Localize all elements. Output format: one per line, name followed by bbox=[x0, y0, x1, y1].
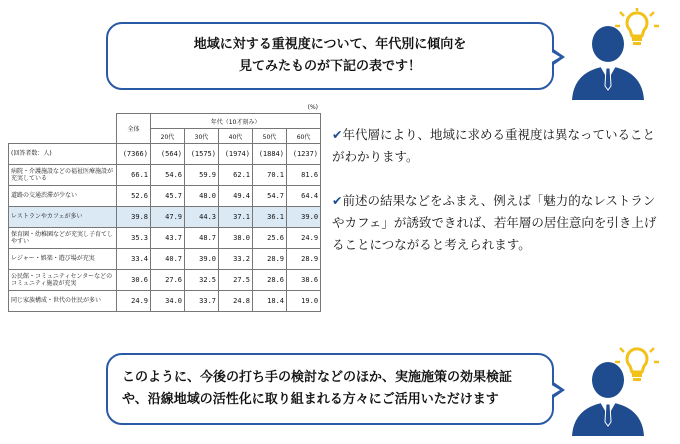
bubble-top-line2: 見てみたものが下記の表です！ bbox=[238, 59, 421, 74]
cell: 48.0 bbox=[185, 186, 219, 207]
cell: 70.1 bbox=[253, 165, 287, 186]
cell: 54.7 bbox=[253, 186, 287, 207]
businessman-icon bbox=[568, 8, 664, 100]
cell: 28.9 bbox=[287, 249, 321, 270]
cell: 34.0 bbox=[151, 291, 185, 312]
row-label: 保育園・幼稚園などが充実し子育てしやすい bbox=[9, 228, 117, 249]
bubble-tail bbox=[552, 381, 565, 399]
cell: 49.4 bbox=[219, 186, 253, 207]
row-label: レストランやカフェが多い bbox=[9, 207, 117, 228]
cell: 39.0 bbox=[287, 207, 321, 228]
bubble-bottom-line1: このように、今後の打ち手の検討などのほか、実施施策の効果検証 bbox=[122, 370, 513, 385]
cell: 33.4 bbox=[117, 249, 151, 270]
cell: 33.7 bbox=[185, 291, 219, 312]
table-row bbox=[9, 186, 321, 207]
respondents-row bbox=[9, 144, 321, 165]
cell: (1884) bbox=[253, 144, 287, 165]
col-age: 60代 bbox=[287, 129, 321, 144]
paragraph-1-text: 年代層により、地域に求める重視度は異なっていることがわかります。 bbox=[332, 127, 655, 164]
cell: 64.4 bbox=[287, 186, 321, 207]
table-header-row bbox=[9, 114, 321, 129]
cell: 24.9 bbox=[117, 291, 151, 312]
col-age: 30代 bbox=[185, 129, 219, 144]
row-label: レジャー・娯楽・遊び場が充実 bbox=[9, 249, 117, 270]
cell: 33.2 bbox=[219, 249, 253, 270]
cell: 39.8 bbox=[117, 207, 151, 228]
speech-bubble-bottom bbox=[106, 353, 554, 425]
cell: 36.1 bbox=[253, 207, 287, 228]
businessman-with-idea-icon bbox=[568, 8, 664, 100]
col-total: 全体 bbox=[117, 114, 151, 144]
row-label: 公民館・コミュニティセンターなどのコミュニティ施設が充実 bbox=[9, 270, 117, 291]
table-row bbox=[9, 270, 321, 291]
bubble-tail bbox=[552, 48, 565, 66]
table-row bbox=[9, 165, 321, 186]
cell: 44.3 bbox=[185, 207, 219, 228]
cell: 30.6 bbox=[117, 270, 151, 291]
paragraph-2-text: 前述の結果などをふまえ、例えば「魅力的なレストランやカフェ」が誘致できれば、若年層の居住意向を引き上げることにつながると考えられます。 bbox=[332, 193, 657, 252]
cell: 39.0 bbox=[185, 249, 219, 270]
cell: (564) bbox=[151, 144, 185, 165]
cell: 48.7 bbox=[185, 228, 219, 249]
businessman-icon bbox=[568, 344, 664, 436]
bubble-bottom-line2: や、沿線地域の活性化に取り組まれる方々にご活用いただけます bbox=[122, 392, 499, 407]
col-age: 40代 bbox=[219, 129, 253, 144]
table-row-highlighted bbox=[9, 207, 321, 228]
cell: 32.5 bbox=[185, 270, 219, 291]
cell: (1575) bbox=[185, 144, 219, 165]
table-row bbox=[9, 291, 321, 312]
cell: 81.6 bbox=[287, 165, 321, 186]
cell: 37.1 bbox=[219, 207, 253, 228]
row-label: 病院・介護施設などの福祉医療施設が充実している bbox=[9, 165, 117, 186]
businessman-with-idea-icon bbox=[568, 344, 664, 436]
checkmark-icon: ✔ bbox=[332, 127, 343, 142]
cell: 27.5 bbox=[219, 270, 253, 291]
cell: 40.7 bbox=[151, 249, 185, 270]
cell: 62.1 bbox=[219, 165, 253, 186]
speech-bubble-top bbox=[106, 22, 554, 90]
cell: 38.6 bbox=[287, 270, 321, 291]
checkmark-icon: ✔ bbox=[332, 193, 343, 208]
bubble-top-line1: 地域に対する重視度について、年代別に傾向を bbox=[193, 37, 467, 52]
cell: 38.0 bbox=[219, 228, 253, 249]
cell: 24.9 bbox=[287, 228, 321, 249]
cell: 28.9 bbox=[253, 249, 287, 270]
cell: 45.7 bbox=[151, 186, 185, 207]
cell: 18.4 bbox=[253, 291, 287, 312]
cell: 35.3 bbox=[117, 228, 151, 249]
table-row bbox=[9, 228, 321, 249]
cell: 66.1 bbox=[117, 165, 151, 186]
cell: 43.7 bbox=[151, 228, 185, 249]
survey-table bbox=[8, 113, 321, 312]
cell: 59.9 bbox=[185, 165, 219, 186]
table-row bbox=[9, 249, 321, 270]
col-age: 50代 bbox=[253, 129, 287, 144]
cell: 47.9 bbox=[151, 207, 185, 228]
cell: 52.6 bbox=[117, 186, 151, 207]
row-label: (回答者数：人) bbox=[9, 144, 117, 165]
unit-label: (%) bbox=[307, 104, 318, 111]
row-label: 同じ家族構成・世代の住民が多い bbox=[9, 291, 117, 312]
cell: 27.6 bbox=[151, 270, 185, 291]
cell: 54.6 bbox=[151, 165, 185, 186]
cell: 19.0 bbox=[287, 291, 321, 312]
cell: (1237) bbox=[287, 144, 321, 165]
cell: (7366) bbox=[117, 144, 151, 165]
paragraph-2 bbox=[332, 190, 664, 256]
col-age: 20代 bbox=[151, 129, 185, 144]
paragraph-1 bbox=[332, 124, 664, 168]
explanation-text bbox=[332, 124, 664, 278]
cell: 25.6 bbox=[253, 228, 287, 249]
cell: 28.6 bbox=[253, 270, 287, 291]
cell: 24.8 bbox=[219, 291, 253, 312]
cell: (1974) bbox=[219, 144, 253, 165]
row-label: 道路の交通渋滞が少ない bbox=[9, 186, 117, 207]
col-age-group: 年代（10才刻み） bbox=[151, 114, 321, 129]
